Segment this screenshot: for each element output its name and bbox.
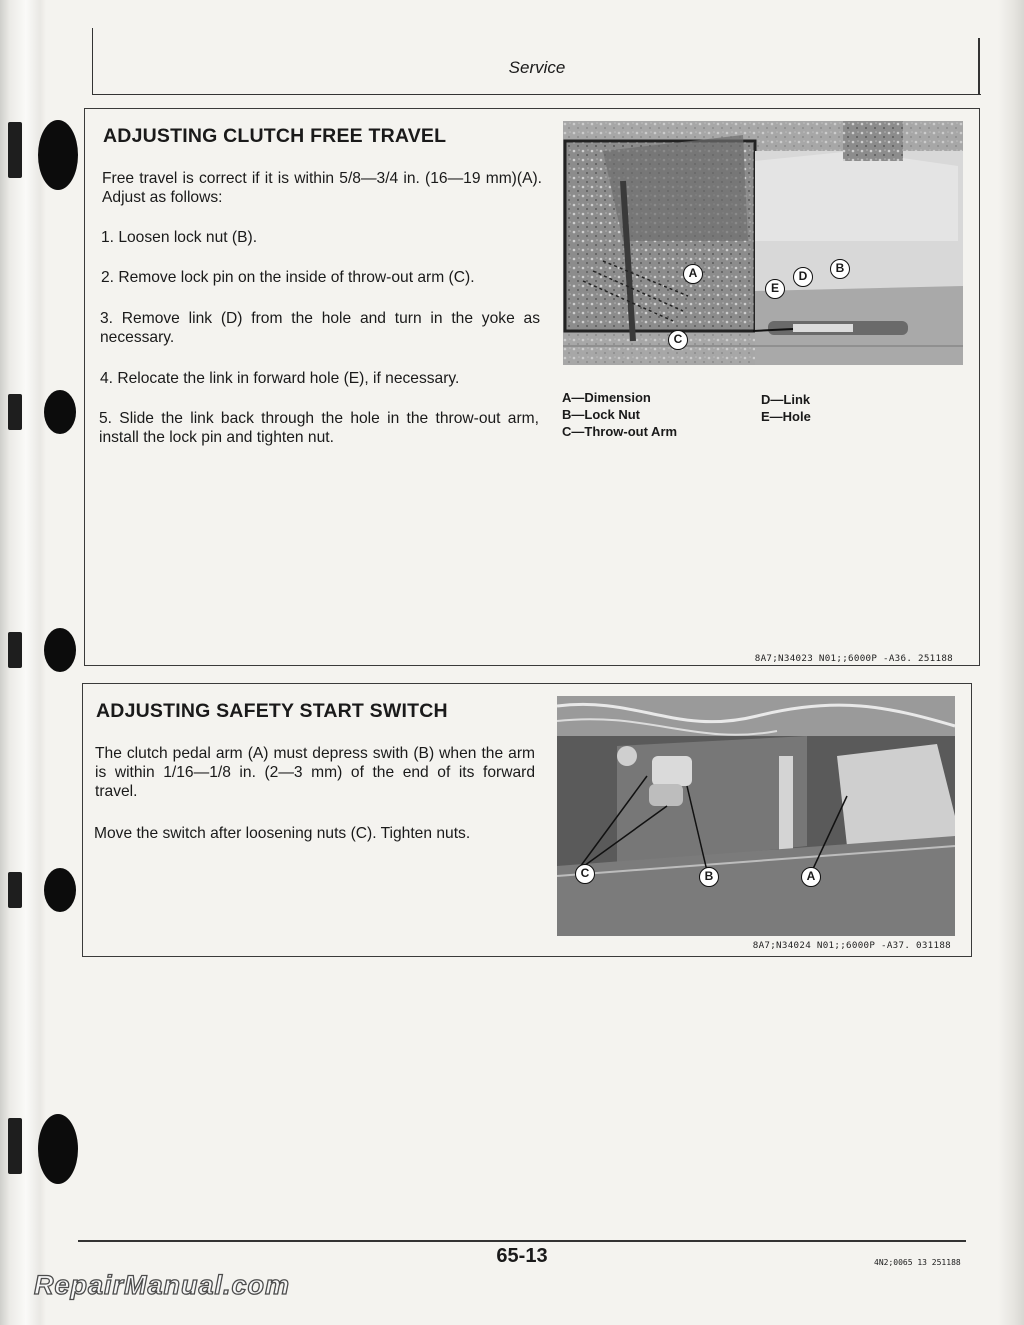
binding-slot bbox=[8, 632, 22, 668]
step-2: 2. Remove lock pin on the inside of throw-out arm (C). bbox=[101, 269, 475, 286]
step-3: 3. Remove link (D) from the hole and turn in the yoke as necessary. bbox=[100, 310, 540, 346]
punch-hole bbox=[38, 120, 78, 190]
header-title: Service bbox=[508, 58, 566, 77]
intro-text: Free travel is correct if it is within 5/8—3/4 in. (16—19 mm)(A). Adjust as follows: bbox=[102, 170, 542, 206]
callout-b: B bbox=[830, 259, 850, 279]
legend-item-d: D—Link bbox=[761, 392, 811, 407]
binding-edge bbox=[0, 0, 46, 1325]
safety-switch-photo bbox=[557, 696, 955, 936]
step-4: 4. Relocate the link in forward hole (E), if necessary. bbox=[100, 370, 460, 387]
switch-paragraph: The clutch pedal arm (A) must depress swith (B) when the arm is within 1/16—1/8 in. (2—3 mm) of the end of its forward travel. bbox=[95, 745, 535, 800]
callout-c: C bbox=[575, 864, 595, 884]
page-number: 65-13 bbox=[496, 1245, 548, 1267]
callout-a: A bbox=[683, 264, 703, 284]
punch-hole bbox=[38, 1114, 78, 1184]
step-5: 5. Slide the link back through the hole in the throw-out arm, install the lock pin and tighten nut. bbox=[99, 410, 539, 446]
callout-b: B bbox=[699, 867, 719, 887]
punch-hole bbox=[44, 390, 76, 434]
page-header bbox=[92, 28, 981, 95]
footer-code: 4N2;0065 13 251188 bbox=[874, 1258, 961, 1267]
watermark-logo: RepairManual.com bbox=[34, 1270, 291, 1300]
legend-item-c: C—Throw-out Arm bbox=[562, 424, 678, 439]
section-title: ADJUSTING SAFETY START SWITCH bbox=[96, 700, 448, 722]
callout-c: C bbox=[668, 330, 688, 350]
legend-right bbox=[761, 391, 811, 425]
legend-left bbox=[562, 389, 677, 440]
legend-item-e: E—Hole bbox=[761, 409, 811, 424]
binding-slot bbox=[8, 122, 22, 178]
punch-hole bbox=[44, 868, 76, 912]
legend-item-a: A—Dimension bbox=[562, 390, 651, 405]
binding-slot bbox=[8, 872, 22, 908]
footer-rule bbox=[78, 1240, 966, 1242]
legend-item-b: B—Lock Nut bbox=[562, 407, 640, 422]
step-1: 1. Loosen lock nut (B). bbox=[101, 229, 258, 246]
figure-code: 8A7;N34024 N01;;6000P -A37. 031188 bbox=[752, 940, 951, 951]
binding-slot bbox=[8, 394, 22, 430]
clutch-linkage-photo bbox=[563, 121, 963, 365]
punch-hole bbox=[44, 628, 76, 672]
safety-start-switch-panel bbox=[82, 683, 972, 957]
clutch-free-travel-panel bbox=[84, 108, 980, 666]
page-edge bbox=[998, 0, 1024, 1325]
callout-a: A bbox=[801, 867, 821, 887]
header-rule bbox=[978, 38, 980, 94]
callout-e: E bbox=[765, 279, 785, 299]
section-title: ADJUSTING CLUTCH FREE TRAVEL bbox=[103, 125, 447, 147]
switch-nuts-paragraph: Move the switch after loosening nuts (C). Tighten nuts. bbox=[94, 825, 471, 842]
binding-slot bbox=[8, 1118, 22, 1174]
callout-d: D bbox=[793, 267, 813, 287]
figure-code: 8A7;N34023 N01;;6000P -A36. 251188 bbox=[754, 653, 953, 664]
